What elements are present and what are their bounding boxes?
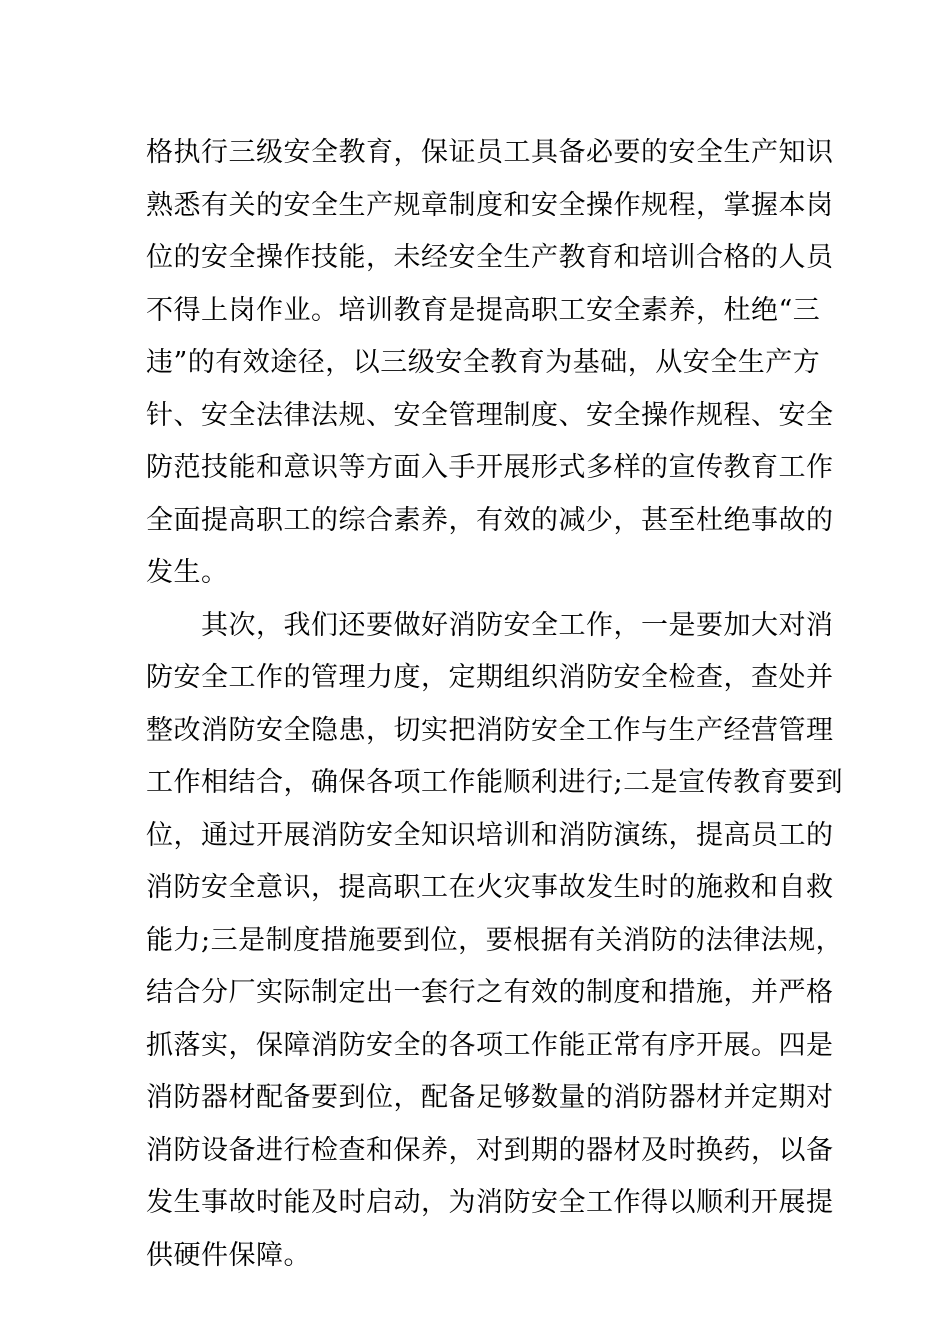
text-line: 能力;三是制度措施要到位，要根据有关消防的法律法规， <box>146 924 844 956</box>
text-line: 针、安全法律法规、安全管理制度、安全操作规程、安全 <box>146 399 834 431</box>
text-line: 格执行三级安全教育，保证员工具备必要的安全生产知识 <box>146 137 834 168</box>
text-line: 工作相结合，确保各项工作能顺利进行;二是宣传教育要到 <box>146 767 844 798</box>
body-text <box>146 127 844 1282</box>
text-line: 发生事故时能及时启动，为消防安全工作得以顺利开展提 <box>146 1187 834 1218</box>
text-line: 消防安全意识，提高职工在火灾事故发生时的施救和自救 <box>146 872 834 903</box>
text-line: 不得上岗作业。培训教育是提高职工安全素养，杜绝“三 <box>146 294 821 326</box>
text-line: 防安全工作的管理力度，定期组织消防安全检查，查处并 <box>146 662 834 693</box>
text-line: 全面提高职工的综合素养，有效的减少，甚至杜绝事故的 <box>146 504 834 536</box>
text-line: 位的安全操作技能，未经安全生产教育和培训合格的人员 <box>146 242 834 273</box>
text-line: 抓落实，保障消防安全的各项工作能正常有序开展。四是 <box>146 1029 834 1061</box>
text-line: 位，通过开展消防安全知识培训和消防演练，提高员工的 <box>146 819 834 851</box>
text-line: 消防设备进行检查和保养，对到期的器材及时换药，以备 <box>146 1134 834 1166</box>
text-line: 违”的有效途径，以三级安全教育为基础，从安全生产方 <box>146 347 821 378</box>
paragraph-start-line: 其次，我们还要做好消防安全工作，一是要加大对消 <box>201 609 834 641</box>
text-line: 防范技能和意识等方面入手开展形式多样的宣传教育工作 <box>146 452 834 483</box>
text-line: 供硬件保障。 <box>146 1239 311 1271</box>
text-line: 整改消防安全隐患，切实把消防安全工作与生产经营管理 <box>146 714 834 746</box>
text-line: 结合分厂实际制定出一套行之有效的制度和措施，并严格 <box>146 977 834 1008</box>
text-line: 熟悉有关的安全生产规章制度和安全操作规程，掌握本岗 <box>146 189 834 221</box>
text-line: 消防器材配备要到位，配备足够数量的消防器材并定期对 <box>146 1082 834 1113</box>
text-line: 发生。 <box>146 557 229 588</box>
